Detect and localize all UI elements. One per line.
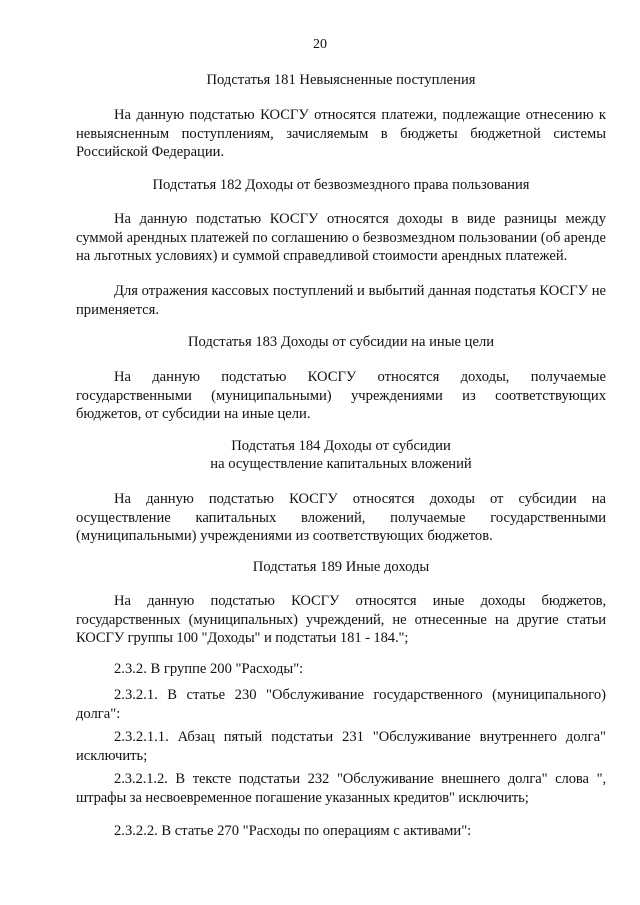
paragraph-181-text: На данную подстатью КОСГУ относятся платежи, подлежащие отнесению к невыясненным поступлениям, зачисляемым в бюджеты бюджетной системы Российской Федерации. xyxy=(76,107,606,160)
paragraph-184-text: На данную подстатью КОСГУ относятся доходы от субсидии на осуществление капитальных вложений, получаемые государственными (муниципальными) учреждениями из соответствующих бюджетов. xyxy=(76,491,606,544)
item-2-3-2-1: 2.3.2.1. В статье 230 "Обслуживание государственного (муниципального) долга": xyxy=(76,687,606,722)
heading-subarticle-182: Подстатья 182 Доходы от безвозмездного права пользования xyxy=(152,177,530,193)
item-2-3-2-2: 2.3.2.2. В статье 270 "Расходы по операциям с активами": xyxy=(114,823,472,839)
paragraph-189-text: На данную подстатью КОСГУ относятся иные доходы бюджетов, государственных (муниципальных) учреждений, не отнесенные на другие статьи КОСГУ группы 100 "Доходы" и подстатьи 181 - 184."; xyxy=(76,593,606,646)
page-number: 20 xyxy=(313,37,327,52)
heading-subarticle-181: Подстатья 181 Невыясненные поступления xyxy=(206,72,476,88)
heading-subarticle-183: Подстатья 183 Доходы от субсидии на иные цели xyxy=(187,334,495,350)
item-2-3-2-1-2: 2.3.2.1.2. В тексте подстатьи 232 "Обслуживание внешнего долга" слова ", штрафы за несвоевременное погашение указанных кредитов" исключить; xyxy=(76,771,606,806)
paragraph-182-note: Для отражения кассовых поступлений и выбытий данная подстатья КОСГУ не применяется. xyxy=(76,283,606,318)
paragraph-183-text: На данную подстатью КОСГУ относятся доходы, получаемые государственными (муниципальными) учреждениями из соответствующих бюджетов, от субсидии на иные цели. xyxy=(76,369,606,422)
heading-subarticle-189: Подстатья 189 Иные доходы xyxy=(252,559,430,575)
item-2-3-2: 2.3.2. В группе 200 "Расходы": xyxy=(114,661,304,677)
item-2-3-2-1-1: 2.3.2.1.1. Абзац пятый подстатьи 231 "Обслуживание внутреннего долга" исключить; xyxy=(76,729,606,764)
heading-subarticle-184-line1: Подстатья 184 Доходы от субсидии xyxy=(231,438,451,454)
heading-subarticle-184-line2: на осуществление капитальных вложений xyxy=(210,456,472,472)
paragraph-182-text: На данную подстатью КОСГУ относятся доходы в виде разницы между суммой арендных платежей по соглашению о безвозмездном пользовании (об аренде на льготных условиях) и суммой справедливой стоимости арендных платежей. xyxy=(76,211,607,264)
